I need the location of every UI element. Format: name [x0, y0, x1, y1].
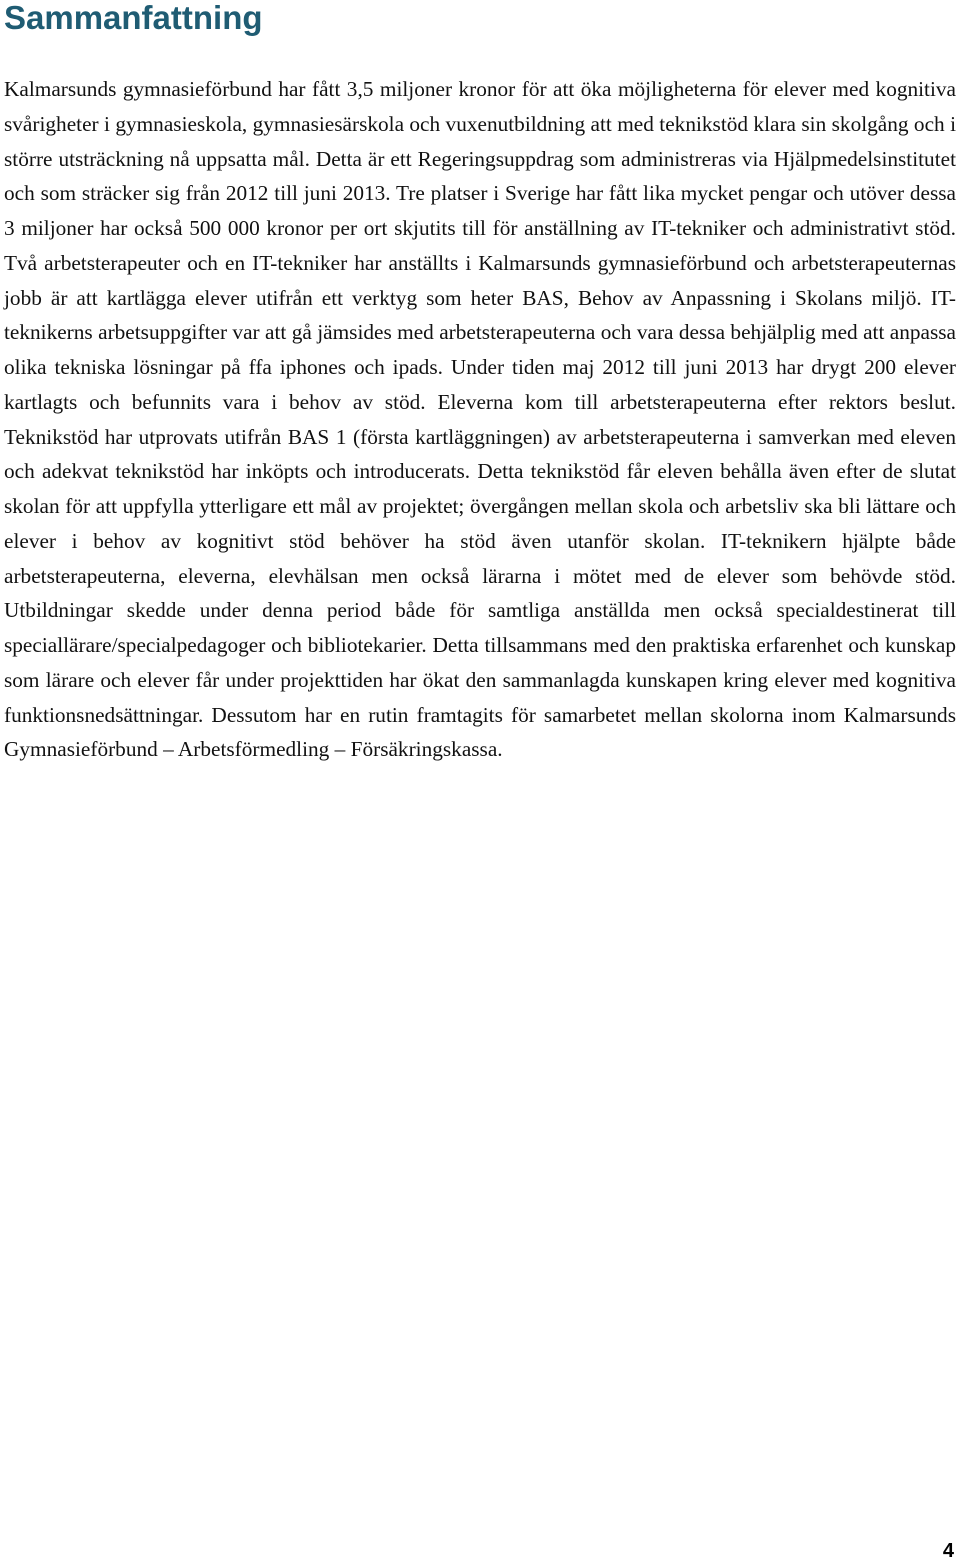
page-number: 4 — [942, 1540, 954, 1562]
summary-paragraph: Kalmarsunds gymnasieförbund har fått 3,5 miljoner kronor för att öka möjligheterna för elever med kognitiva svårigheter i gymnasieskola, gymnasiesärskola och vuxenutbildning att med teknikstöd klara sin skolgång och i större utsträckning nå uppsatta mål. Detta är ett Regeringsuppdrag som administreras via Hjälpmedelsinstitutet och som sträcker sig från 2012 till juni 2013. Tre platser i Sverige har fått lika mycket pengar och utöver dessa 3 miljoner har också 500 000 kronor per ort skjutits till för anställning av IT-tekniker och administrativt stöd. Två arbetsterapeuter och en IT-tekniker har anställts i Kalmarsunds gymnasieförbund och arbetsterapeuternas jobb är att kartlägga elever utifrån ett verktyg som heter BAS, Behov av Anpassning i Skolans miljö. IT-teknikerns arbetsuppgifter var att gå jämsides med arbetsterapeuterna och vara dessa behjälplig med att anpassa olika tekniska lösningar på ffa iphones och ipads. Under tiden maj 2012 till juni 2013 har drygt 200 elever kartlagts och befunnits vara i behov av stöd. Eleverna kom till arbetsterapeuterna efter rektors beslut. Teknikstöd har utprovats utifrån BAS 1 (första kartläggningen) av arbetsterapeuterna i samverkan med eleven och adekvat teknikstöd har inköpts och introducerats. Detta teknikstöd får eleven behålla även efter de slutat skolan för att uppfylla ytterligare ett mål av projektet; övergången mellan skola och arbetsliv ska bli lättare och elever i behov av kognitivt stöd behöver ha stöd även utanför skolan. IT-teknikern hjälpte både arbetsterapeuterna, eleverna, elevhälsan men också lärarna i mötet med de elever som behövde stöd. Utbildningar skedde under denna period både för samtliga anställda men också specialdestinerat till speciallärare/specialpedagoger och bibliotekarier. Detta tillsammans med den praktiska erfarenhet och kunskap som lärare och elever får under projekttiden har ökat den sammanlagda kunskapen kring elever med kognitiva funktionsnedsättningar. Dessutom har en rutin framtagits för samarbetet mellan skolorna inom Kalmarsunds Gymnasieförbund – Arbetsförmedling – Försäkringskassa. — [4, 77, 956, 762]
section-heading: Sammanfattning — [4, 0, 263, 36]
